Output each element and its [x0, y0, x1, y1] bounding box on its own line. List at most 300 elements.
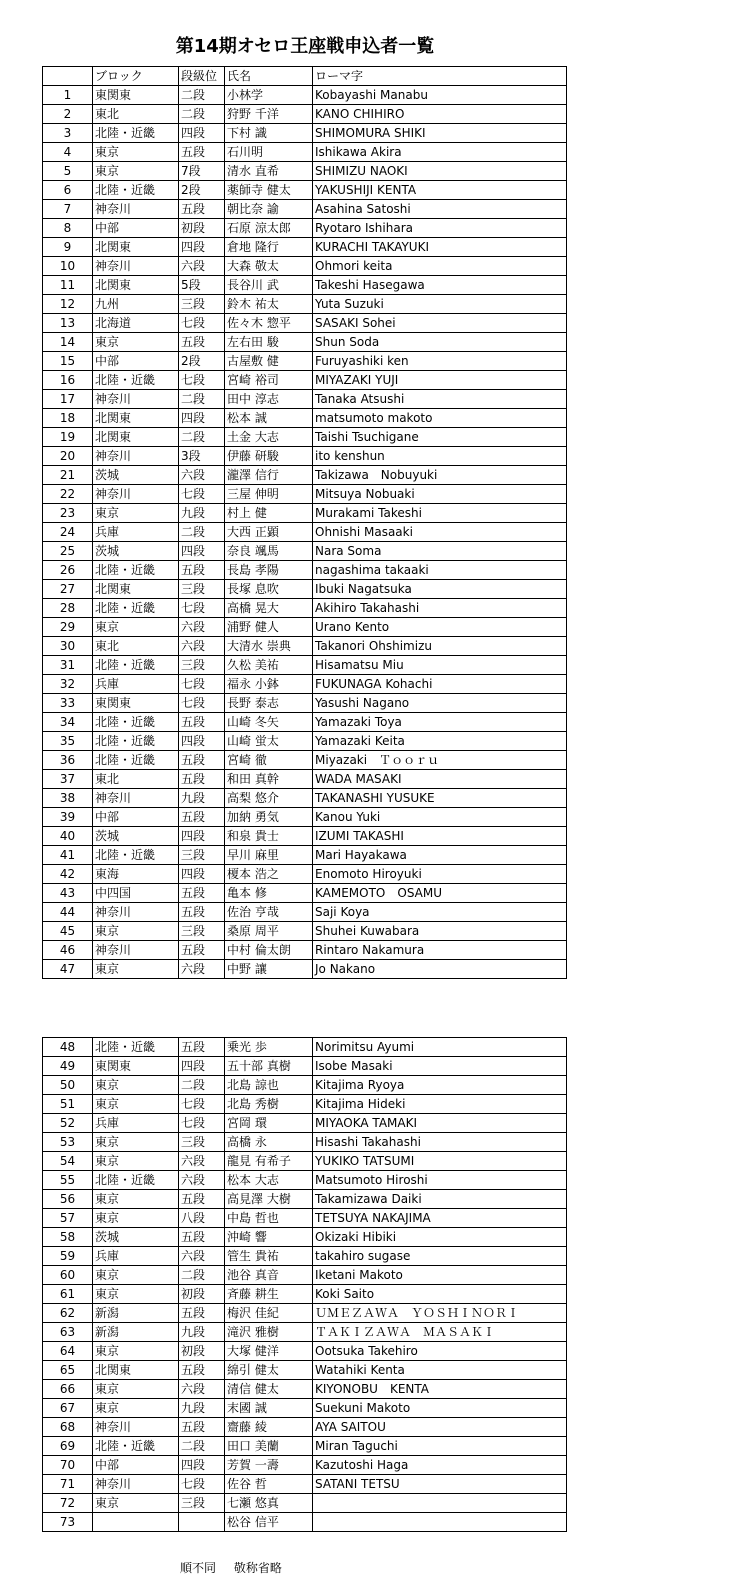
table-row: [43, 618, 567, 637]
cell-block: 神奈川: [93, 941, 179, 960]
cell-dan: 五段: [179, 884, 225, 903]
cell-no: 59: [43, 1247, 93, 1266]
cell-name: 北島 諒也: [225, 1076, 313, 1095]
cell-name: 大清水 崇典: [225, 637, 313, 656]
cell-no: 32: [43, 675, 93, 694]
table-row: [43, 1456, 567, 1475]
cell-no: 15: [43, 352, 93, 371]
cell-roma: takahiro sugase: [313, 1247, 567, 1266]
cell-name: 榎本 浩之: [225, 865, 313, 884]
cell-no: 37: [43, 770, 93, 789]
cell-dan: 二段: [179, 86, 225, 105]
cell-roma: Okizaki Hibiki: [313, 1228, 567, 1247]
cell-block: 神奈川: [93, 485, 179, 504]
cell-block: 東京: [93, 143, 179, 162]
cell-name: 五十部 真樹: [225, 1057, 313, 1076]
cell-roma: Kazutoshi Haga: [313, 1456, 567, 1475]
cell-block: 東京: [93, 960, 179, 979]
cell-no: 6: [43, 181, 93, 200]
cell-no: 48: [43, 1038, 93, 1057]
cell-roma: Yasushi Nagano: [313, 694, 567, 713]
cell-block: 東京: [93, 333, 179, 352]
header-no: [43, 67, 93, 86]
cell-dan: 五段: [179, 1418, 225, 1437]
table-row: [43, 86, 567, 105]
cell-roma: [313, 1494, 567, 1513]
cell-roma: FUKUNAGA Kohachi: [313, 675, 567, 694]
cell-dan: 三段: [179, 295, 225, 314]
cell-no: 20: [43, 447, 93, 466]
cell-roma: Taishi Tsuchigane: [313, 428, 567, 447]
cell-block: 北陸・近畿: [93, 713, 179, 732]
entrants-table-2: [42, 1037, 567, 1532]
cell-no: 55: [43, 1171, 93, 1190]
cell-dan: 五段: [179, 143, 225, 162]
cell-roma: Kobayashi Manabu: [313, 86, 567, 105]
cell-no: 66: [43, 1380, 93, 1399]
table-row: [43, 1152, 567, 1171]
cell-roma: [313, 1513, 567, 1532]
cell-name: 田中 淳志: [225, 390, 313, 409]
cell-no: 73: [43, 1513, 93, 1532]
cell-roma: Miyazaki Ｔｏｏｒｕ: [313, 751, 567, 770]
cell-dan: 二段: [179, 1437, 225, 1456]
cell-dan: 三段: [179, 846, 225, 865]
cell-block: 北海道: [93, 314, 179, 333]
cell-dan: 四段: [179, 238, 225, 257]
cell-name: 齋藤 綾: [225, 1418, 313, 1437]
cell-block: 東北: [93, 770, 179, 789]
cell-no: 68: [43, 1418, 93, 1437]
cell-block: 東京: [93, 1342, 179, 1361]
cell-block: 神奈川: [93, 200, 179, 219]
cell-roma: Watahiki Kenta: [313, 1361, 567, 1380]
table-row: [43, 200, 567, 219]
cell-block: 神奈川: [93, 1475, 179, 1494]
cell-block: 東京: [93, 1095, 179, 1114]
table-row: [43, 371, 567, 390]
table-row: [43, 143, 567, 162]
cell-name: 清水 直希: [225, 162, 313, 181]
cell-no: 69: [43, 1437, 93, 1456]
cell-dan: 九段: [179, 789, 225, 808]
table-row: [43, 238, 567, 257]
cell-no: 12: [43, 295, 93, 314]
cell-no: 25: [43, 542, 93, 561]
table-row: [43, 409, 567, 428]
cell-no: 10: [43, 257, 93, 276]
cell-block: 茨城: [93, 827, 179, 846]
header-dan: 段級位: [179, 67, 225, 86]
cell-no: 14: [43, 333, 93, 352]
table-row: [43, 1399, 567, 1418]
cell-dan: 三段: [179, 1133, 225, 1152]
cell-roma: Isobe Masaki: [313, 1057, 567, 1076]
cell-dan: 五段: [179, 713, 225, 732]
cell-no: 58: [43, 1228, 93, 1247]
cell-block: 東京: [93, 1133, 179, 1152]
cell-block: 神奈川: [93, 903, 179, 922]
cell-block: 兵庫: [93, 523, 179, 542]
table-row: [43, 713, 567, 732]
cell-block: 中部: [93, 1456, 179, 1475]
table-row: [43, 1475, 567, 1494]
header-name: 氏名: [225, 67, 313, 86]
cell-roma: YUKIKO TATSUMI: [313, 1152, 567, 1171]
cell-no: 33: [43, 694, 93, 713]
table-row: [43, 1038, 567, 1057]
cell-name: 石川明: [225, 143, 313, 162]
cell-roma: TETSUYA NAKAJIMA: [313, 1209, 567, 1228]
table-row: [43, 523, 567, 542]
cell-name: 宮崎 裕司: [225, 371, 313, 390]
cell-roma: Saji Koya: [313, 903, 567, 922]
cell-name: 古屋敷 健: [225, 352, 313, 371]
cell-dan: 2段: [179, 352, 225, 371]
table-row: [43, 485, 567, 504]
cell-dan: 五段: [179, 903, 225, 922]
table-row: [43, 789, 567, 808]
cell-dan: 五段: [179, 333, 225, 352]
cell-no: 4: [43, 143, 93, 162]
cell-no: 64: [43, 1342, 93, 1361]
table-row: [43, 675, 567, 694]
cell-roma: Kanou Yuki: [313, 808, 567, 827]
cell-roma: MIYAOKA TAMAKI: [313, 1114, 567, 1133]
cell-block: 中部: [93, 808, 179, 827]
cell-dan: 七段: [179, 675, 225, 694]
cell-roma: Takamizawa Daiki: [313, 1190, 567, 1209]
cell-roma: ＵＭＥＺＡＷＡ ＹＯＳＨＩＮＯＲＩ: [313, 1304, 567, 1323]
cell-no: 1: [43, 86, 93, 105]
cell-name: 乗光 歩: [225, 1038, 313, 1057]
cell-name: 浦野 健人: [225, 618, 313, 637]
cell-no: 7: [43, 200, 93, 219]
cell-name: 田口 美蘭: [225, 1437, 313, 1456]
cell-no: 38: [43, 789, 93, 808]
cell-block: 東海: [93, 865, 179, 884]
cell-no: 72: [43, 1494, 93, 1513]
cell-name: 宮岡 環: [225, 1114, 313, 1133]
cell-roma: TAKANASHI YUSUKE: [313, 789, 567, 808]
cell-roma: Kitajima Ryoya: [313, 1076, 567, 1095]
cell-dan: 二段: [179, 105, 225, 124]
cell-name: 長塚 息吹: [225, 580, 313, 599]
cell-block: 東関東: [93, 694, 179, 713]
cell-name: 清信 健太: [225, 1380, 313, 1399]
cell-block: 北陸・近畿: [93, 181, 179, 200]
cell-roma: ito kenshun: [313, 447, 567, 466]
cell-dan: 七段: [179, 485, 225, 504]
cell-dan: 四段: [179, 542, 225, 561]
cell-dan: 六段: [179, 257, 225, 276]
cell-name: 朝比奈 諭: [225, 200, 313, 219]
table-row: [43, 732, 567, 751]
cell-dan: 六段: [179, 1380, 225, 1399]
cell-dan: 五段: [179, 1361, 225, 1380]
cell-dan: 四段: [179, 865, 225, 884]
cell-no: 46: [43, 941, 93, 960]
table-row: [43, 504, 567, 523]
table-row: [43, 1285, 567, 1304]
cell-name: 小林学: [225, 86, 313, 105]
cell-roma: Urano Kento: [313, 618, 567, 637]
cell-dan: 五段: [179, 770, 225, 789]
cell-dan: 五段: [179, 941, 225, 960]
cell-block: 北関東: [93, 238, 179, 257]
table-row: [43, 1361, 567, 1380]
table-row: [43, 1247, 567, 1266]
cell-block: 北陸・近畿: [93, 751, 179, 770]
table-row: [43, 808, 567, 827]
cell-dan: 五段: [179, 808, 225, 827]
cell-dan: 五段: [179, 1038, 225, 1057]
cell-dan: 六段: [179, 1152, 225, 1171]
cell-roma: Asahina Satoshi: [313, 200, 567, 219]
cell-dan: 三段: [179, 922, 225, 941]
cell-no: 3: [43, 124, 93, 143]
cell-roma: Enomoto Hiroyuki: [313, 865, 567, 884]
table-row: [43, 1513, 567, 1532]
table-row: [43, 447, 567, 466]
cell-name: 左右田 駿: [225, 333, 313, 352]
cell-name: 佐谷 哲: [225, 1475, 313, 1494]
table-row: [43, 865, 567, 884]
table-row: [43, 827, 567, 846]
cell-roma: Shun Soda: [313, 333, 567, 352]
cell-no: 35: [43, 732, 93, 751]
cell-roma: IZUMI TAKASHI: [313, 827, 567, 846]
cell-block: 北関東: [93, 580, 179, 599]
cell-dan: 六段: [179, 637, 225, 656]
cell-roma: Jo Nakano: [313, 960, 567, 979]
table-row: [43, 1209, 567, 1228]
cell-name: 薬師寺 健太: [225, 181, 313, 200]
cell-dan: 二段: [179, 428, 225, 447]
cell-no: 44: [43, 903, 93, 922]
cell-dan: 四段: [179, 827, 225, 846]
cell-name: 長野 泰志: [225, 694, 313, 713]
table-row: [43, 1133, 567, 1152]
cell-block: 北陸・近畿: [93, 1437, 179, 1456]
cell-no: 8: [43, 219, 93, 238]
cell-roma: Tanaka Atsushi: [313, 390, 567, 409]
cell-no: 60: [43, 1266, 93, 1285]
table-row: [43, 599, 567, 618]
cell-block: 東京: [93, 1399, 179, 1418]
cell-no: 67: [43, 1399, 93, 1418]
cell-name: 下村 識: [225, 124, 313, 143]
cell-block: 東京: [93, 1380, 179, 1399]
cell-name: 北島 秀樹: [225, 1095, 313, 1114]
cell-name: 佐治 亨哉: [225, 903, 313, 922]
table-row: [43, 1095, 567, 1114]
cell-no: 27: [43, 580, 93, 599]
cell-dan: 3段: [179, 447, 225, 466]
cell-name: 石原 涼太郎: [225, 219, 313, 238]
cell-dan: 二段: [179, 1076, 225, 1095]
cell-roma: Rintaro Nakamura: [313, 941, 567, 960]
footnote-honorific: 敬称省略: [233, 1561, 282, 1575]
cell-roma: Nara Soma: [313, 542, 567, 561]
cell-no: 53: [43, 1133, 93, 1152]
cell-roma: Norimitsu Ayumi: [313, 1038, 567, 1057]
table-row: [43, 1057, 567, 1076]
table-row: [43, 257, 567, 276]
cell-dan: 七段: [179, 599, 225, 618]
footnote: [180, 1560, 296, 1576]
table-row: [43, 162, 567, 181]
table-row: [43, 751, 567, 770]
header-row: [43, 67, 567, 86]
cell-name: 久松 美祐: [225, 656, 313, 675]
cell-name: 佐々木 惣平: [225, 314, 313, 333]
cell-no: 17: [43, 390, 93, 409]
cell-no: 24: [43, 523, 93, 542]
table-row: [43, 466, 567, 485]
cell-block: 新潟: [93, 1323, 179, 1342]
cell-name: 松本 誠: [225, 409, 313, 428]
cell-name: 倉地 隆行: [225, 238, 313, 257]
cell-roma: matsumoto makoto: [313, 409, 567, 428]
cell-dan: 七段: [179, 314, 225, 333]
cell-no: 70: [43, 1456, 93, 1475]
cell-dan: [179, 1513, 225, 1532]
cell-block: 東京: [93, 1076, 179, 1095]
cell-dan: 七段: [179, 371, 225, 390]
cell-dan: 5段: [179, 276, 225, 295]
cell-dan: 初段: [179, 219, 225, 238]
cell-block: 神奈川: [93, 257, 179, 276]
cell-roma: Ootsuka Takehiro: [313, 1342, 567, 1361]
cell-dan: 二段: [179, 1266, 225, 1285]
cell-dan: 九段: [179, 1399, 225, 1418]
cell-no: 65: [43, 1361, 93, 1380]
cell-no: 11: [43, 276, 93, 295]
cell-roma: KIYONOBU KENTA: [313, 1380, 567, 1399]
cell-roma: ＴＡＫＩＺＡＷＡ ＭＡＳＡＫＩ: [313, 1323, 567, 1342]
cell-block: 新潟: [93, 1304, 179, 1323]
cell-no: 42: [43, 865, 93, 884]
cell-dan: 五段: [179, 561, 225, 580]
cell-name: 亀本 修: [225, 884, 313, 903]
cell-name: 宮崎 徹: [225, 751, 313, 770]
table-row: [43, 105, 567, 124]
cell-roma: Shuhei Kuwabara: [313, 922, 567, 941]
cell-block: 東京: [93, 922, 179, 941]
cell-no: 23: [43, 504, 93, 523]
cell-name: 中村 倫太朗: [225, 941, 313, 960]
table-row: [43, 314, 567, 333]
cell-block: 神奈川: [93, 1418, 179, 1437]
cell-roma: Ohmori keita: [313, 257, 567, 276]
cell-dan: 五段: [179, 1190, 225, 1209]
cell-dan: 七段: [179, 1475, 225, 1494]
cell-no: 52: [43, 1114, 93, 1133]
cell-block: 九州: [93, 295, 179, 314]
cell-name: 中島 哲也: [225, 1209, 313, 1228]
cell-block: 茨城: [93, 1228, 179, 1247]
cell-roma: Ohnishi Masaaki: [313, 523, 567, 542]
table-row: [43, 542, 567, 561]
cell-name: 七瀬 悠真: [225, 1494, 313, 1513]
table-row: [43, 1304, 567, 1323]
table-row: [43, 181, 567, 200]
table-row: [43, 694, 567, 713]
cell-name: 和田 真幹: [225, 770, 313, 789]
cell-no: 16: [43, 371, 93, 390]
table-row: [43, 352, 567, 371]
table-row: [43, 846, 567, 865]
cell-block: 東京: [93, 1285, 179, 1304]
cell-name: 龍見 有希子: [225, 1152, 313, 1171]
cell-roma: SATANI TETSU: [313, 1475, 567, 1494]
cell-dan: 六段: [179, 466, 225, 485]
cell-name: 沖崎 響: [225, 1228, 313, 1247]
cell-block: 東京: [93, 618, 179, 637]
cell-roma: KANO CHIHIRO: [313, 105, 567, 124]
table-row: [43, 1418, 567, 1437]
cell-roma: YAKUSHIJI KENTA: [313, 181, 567, 200]
cell-dan: 六段: [179, 1171, 225, 1190]
cell-no: 61: [43, 1285, 93, 1304]
cell-name: 狩野 千洋: [225, 105, 313, 124]
cell-no: 34: [43, 713, 93, 732]
table-row: [43, 1190, 567, 1209]
cell-name: 綿引 健太: [225, 1361, 313, 1380]
table-row: [43, 580, 567, 599]
cell-no: 36: [43, 751, 93, 770]
cell-no: 26: [43, 561, 93, 580]
cell-name: 土金 大志: [225, 428, 313, 447]
table-row: [43, 656, 567, 675]
cell-no: 50: [43, 1076, 93, 1095]
cell-name: 長谷川 武: [225, 276, 313, 295]
cell-name: 伊藤 研駿: [225, 447, 313, 466]
cell-roma: SHIMOMURA SHIKI: [313, 124, 567, 143]
table-row: [43, 941, 567, 960]
cell-no: 62: [43, 1304, 93, 1323]
cell-block: 兵庫: [93, 675, 179, 694]
cell-block: 北陸・近畿: [93, 599, 179, 618]
cell-dan: 六段: [179, 1247, 225, 1266]
cell-no: 47: [43, 960, 93, 979]
cell-block: 東京: [93, 504, 179, 523]
cell-no: 63: [43, 1323, 93, 1342]
cell-dan: 二段: [179, 523, 225, 542]
cell-roma: SASAKI Sohei: [313, 314, 567, 333]
cell-name: 高梨 悠介: [225, 789, 313, 808]
table-row: [43, 124, 567, 143]
cell-block: 北陸・近畿: [93, 561, 179, 580]
cell-block: 東関東: [93, 86, 179, 105]
cell-dan: 7段: [179, 162, 225, 181]
cell-block: 北陸・近畿: [93, 1038, 179, 1057]
cell-dan: 四段: [179, 1057, 225, 1076]
cell-roma: Koki Saito: [313, 1285, 567, 1304]
cell-block: 東北: [93, 637, 179, 656]
cell-block: 兵庫: [93, 1114, 179, 1133]
cell-name: 松谷 信平: [225, 1513, 313, 1532]
header-block: ブロック: [93, 67, 179, 86]
cell-no: 31: [43, 656, 93, 675]
cell-dan: 初段: [179, 1285, 225, 1304]
table-row: [43, 1228, 567, 1247]
cell-name: 瀧澤 信行: [225, 466, 313, 485]
table-row: [43, 1266, 567, 1285]
cell-dan: 四段: [179, 1456, 225, 1475]
cell-roma: Furuyashiki ken: [313, 352, 567, 371]
